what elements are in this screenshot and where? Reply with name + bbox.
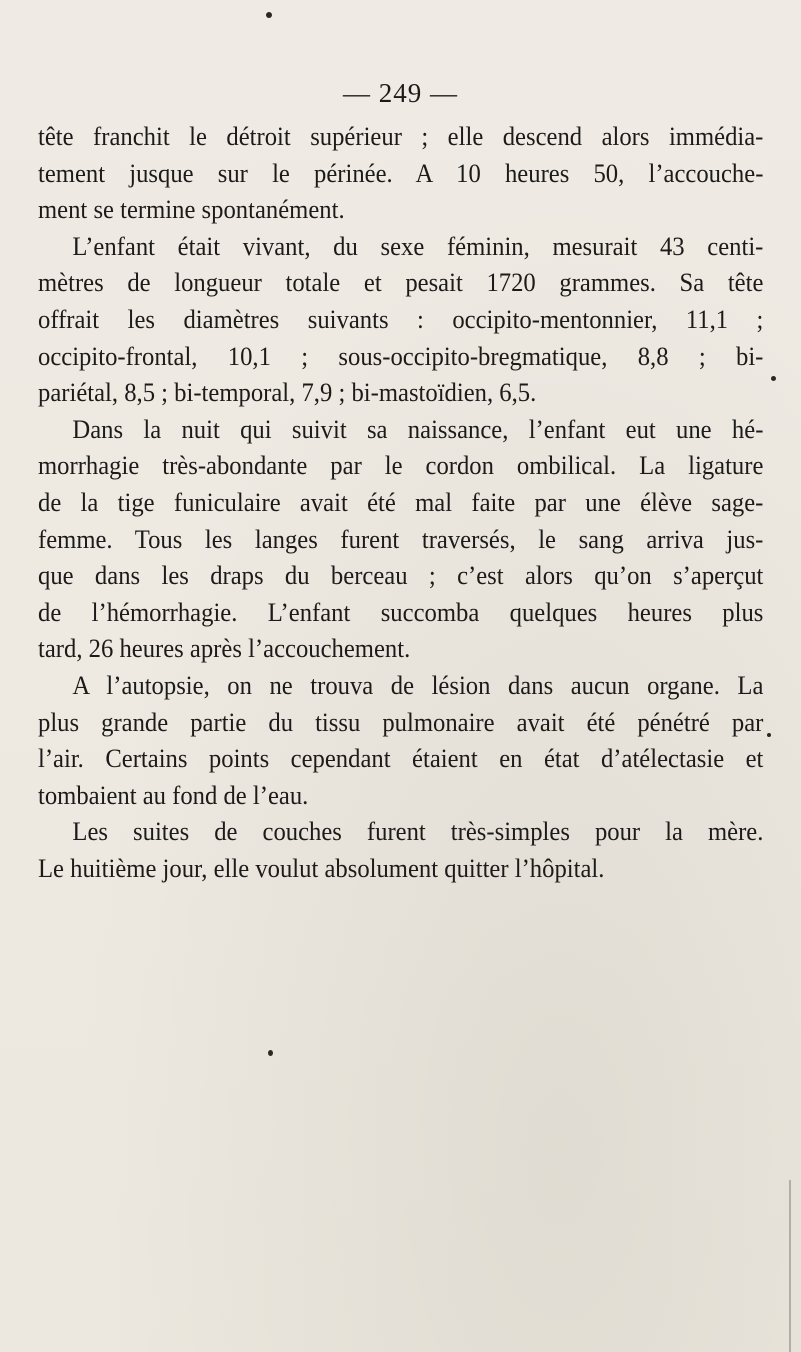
text-line: pariétal, 8,5 ; bi-temporal, 7,9 ; bi-mastoïdien, 6,5.: [38, 377, 537, 408]
text-line: Le huitième jour, elle voulut absolument quitter l’hôpital.: [38, 852, 605, 883]
paragraph: [38, 813, 764, 886]
paragraph: [38, 118, 764, 228]
text-line: mètres de longueur totale et pesait 1720 grammes. Sa tête: [38, 267, 764, 298]
text-line: A l’autopsie, on ne trouva de lésion dans aucun organe. La: [72, 669, 764, 700]
scan-edge-line: [789, 1180, 791, 1352]
text-line: de la tige funiculaire avait été mal faite par une élève sage-: [38, 486, 764, 517]
text-line: Dans la nuit qui suivit sa naissance, l’enfant eut une hé-: [72, 413, 764, 444]
scan-speck: [268, 1050, 273, 1056]
text-line: L’enfant était vivant, du sexe féminin, mesurait 43 centi-: [72, 230, 764, 261]
text-line: tement jusque sur le périnée. A 10 heures 50, l’accouche-: [38, 157, 764, 188]
text-line: Les suites de couches furent très-simples pour la mère.: [72, 816, 764, 847]
text-line: tête franchit le détroit supérieur ; elle descend alors immédia-: [38, 121, 764, 151]
text-line: l’air. Certains points cependant étaient en état d’atélectasie et: [38, 743, 764, 774]
text-line: offrait les diamètres suivants : occipito-mentonnier, 11,1 ;: [38, 303, 764, 334]
text-line: tard, 26 heures après l’accouchement.: [38, 633, 411, 664]
text-line: plus grande partie du tissu pulmonaire avait été pénétré par: [38, 706, 764, 737]
text-line: que dans les draps du berceau ; c’est alors qu’on s’aperçut: [38, 560, 764, 591]
body-text: [38, 118, 764, 886]
scan-speck: [771, 376, 776, 381]
page-number: — 249 —: [343, 78, 458, 108]
text-line: femme. Tous les langes furent traversés, le sang arriva jus-: [38, 523, 764, 554]
text-line: tombaient au fond de l’eau.: [38, 779, 309, 810]
paragraph: [38, 667, 764, 813]
text-line: de l’hémorrhagie. L’enfant succomba quelques heures plus: [38, 596, 764, 627]
paragraph: [38, 228, 764, 411]
paragraph: [38, 411, 764, 667]
scan-speck: [767, 733, 771, 737]
scan-speck: [266, 12, 272, 18]
text-line: occipito-frontal, 10,1 ; sous-occipito-bregmatique, 8,8 ; bi-: [38, 340, 764, 371]
text-line: ment se termine spontanément.: [38, 194, 345, 225]
text-line: morrhagie très-abondante par le cordon ombilical. La ligature: [38, 450, 764, 481]
